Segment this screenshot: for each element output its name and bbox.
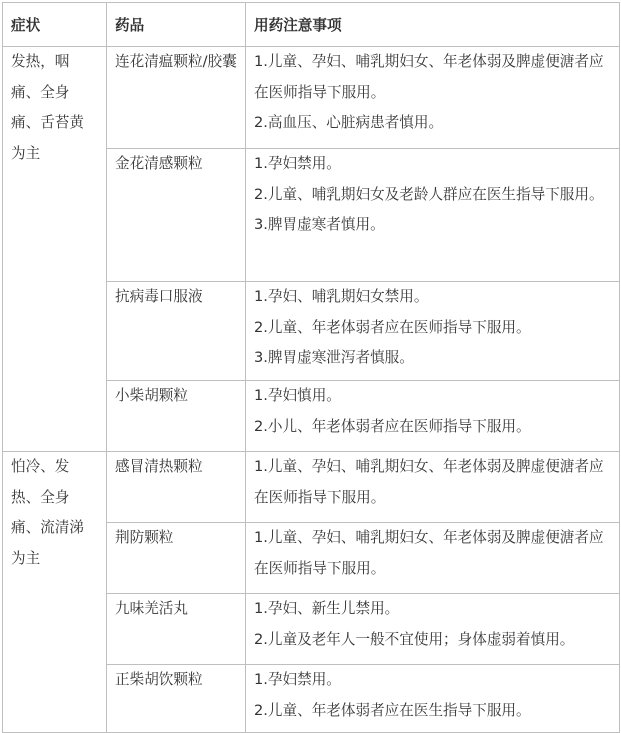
notes-cell	[246, 594, 620, 665]
note-line: 2.儿童、年老体弱者应在医师指导下服用。	[254, 318, 531, 336]
note-line: 1.孕妇禁用。	[254, 671, 341, 688]
drug-name: 抗病毒口服液	[107, 282, 246, 381]
drug-name: 正柴胡饮颗粒	[107, 665, 246, 733]
drug-name: 金花清感颗粒	[107, 149, 246, 282]
table-row	[3, 47, 620, 149]
drug-name: 荆防颗粒	[107, 523, 246, 594]
symptom-cell: 发热，咽痛、全身痛、舌苔黄为主	[3, 47, 107, 452]
note-line: 3.脾胃虚寒者慎用。	[254, 216, 385, 233]
notes-cell	[246, 47, 620, 149]
note-line: 1.孕妇禁用。	[254, 155, 341, 172]
notes-cell	[246, 523, 620, 594]
note-line: 1.儿童、孕妇、哺乳期妇女、年老体弱及脾虚便溏者应在医师指导下服用。	[254, 529, 604, 577]
drug-name: 九味羌活丸	[107, 594, 246, 665]
notes-cell	[246, 381, 620, 452]
header-row	[3, 3, 620, 47]
table-row	[3, 452, 620, 523]
note-line: 3.脾胃虚寒泄泻者慎服。	[254, 349, 414, 366]
notes-cell	[246, 282, 620, 381]
notes-cell	[246, 665, 620, 733]
note-line: 1.孕妇慎用。	[254, 387, 341, 404]
note-line: 2.儿童、哺乳期妇女及老龄人群应在医生指导下服用。	[254, 185, 604, 203]
symptom-cell: 怕冷、发热、全身痛、流清涕为主	[3, 452, 107, 733]
notes-cell	[246, 149, 620, 282]
note-line: 1.儿童、孕妇、哺乳期妇女、年老体弱及脾虚便溏者应在医师指导下服用。	[254, 53, 604, 101]
drug-name: 连花清瘟颗粒/胶囊	[107, 47, 246, 149]
header-drug: 药品	[107, 3, 246, 47]
drug-name: 感冒清热颗粒	[107, 452, 246, 523]
drug-name: 小柴胡颗粒	[107, 381, 246, 452]
note-line: 1.孕妇、哺乳期妇女禁用。	[254, 288, 429, 305]
note-line: 2.高血压、心脏病患者慎用。	[254, 114, 444, 131]
note-line: 2.儿童及老年人一般不宜使用；身体虚弱着慎用。	[254, 630, 575, 648]
notes-cell	[246, 452, 620, 523]
medication-table	[2, 2, 620, 733]
note-line: 2.儿童、年老体弱者应在医生指导下服用。	[254, 701, 531, 719]
note-line: 1.孕妇、新生儿禁用。	[254, 600, 400, 617]
header-notes: 用药注意事项	[246, 3, 620, 47]
note-line: 2.小儿、年老体弱者应在医师指导下服用。	[254, 417, 531, 435]
note-line: 1.儿童、孕妇、哺乳期妇女、年老体弱及脾虚便溏者应在医师指导下服用。	[254, 458, 604, 506]
header-symptom: 症状	[3, 3, 107, 47]
